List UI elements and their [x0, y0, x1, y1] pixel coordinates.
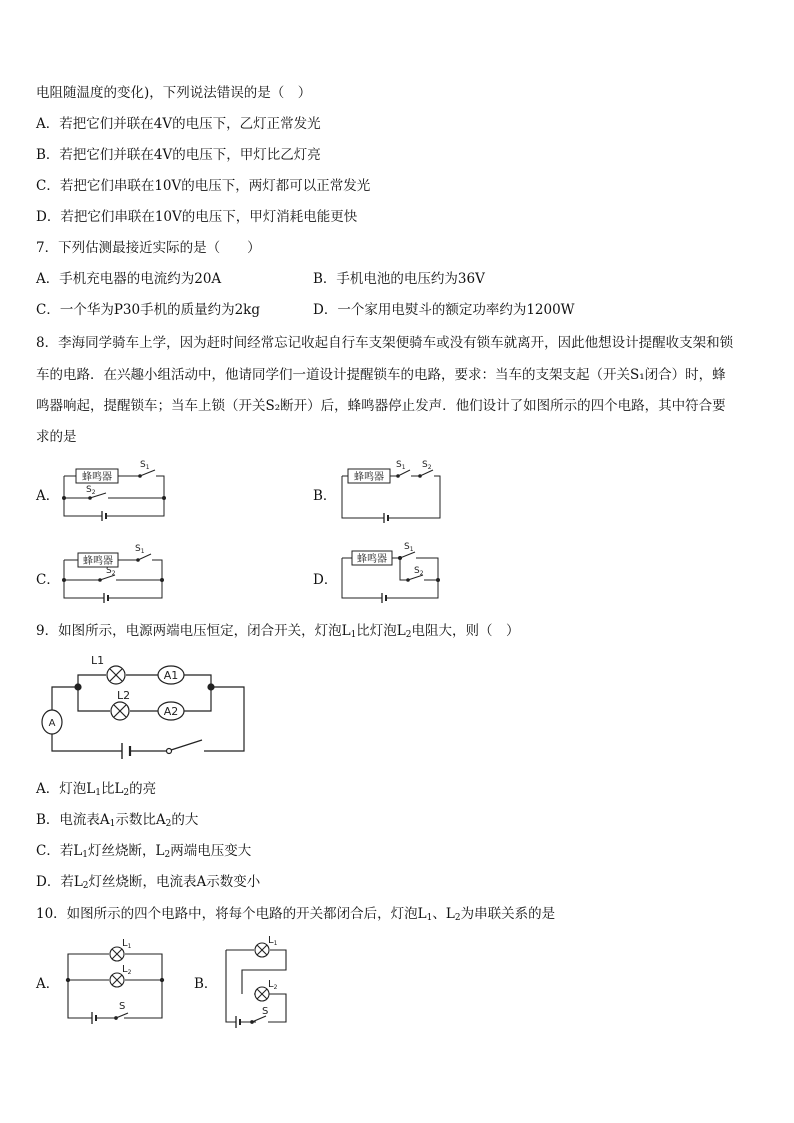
q10a-l1-label: $L_1$ [122, 938, 132, 950]
q10b-s-label: S [262, 1006, 269, 1017]
q9-a2-label: A2 [163, 705, 179, 718]
q10b-lamp-l2-icon [255, 987, 269, 1001]
q8b-s2-label: $S_2$ [422, 460, 432, 471]
q8c-s1-label: $S_1$ [135, 544, 145, 555]
q6-option-d: D．若把它们串联在10V的电压下，甲灯消耗电能更快 [36, 209, 358, 225]
q6-stem-tail: 电阻随温度的变化)，下列说法错误的是（ ） [36, 85, 312, 101]
q10-circuit-b [222, 934, 294, 1028]
q10a-lamp-l2-icon [110, 973, 124, 987]
q9-option-a: A．灯泡$L_1$比$L_2$的亮 [36, 781, 157, 798]
q8-circuit-b [338, 458, 448, 524]
q9-l2-label: L2 [117, 689, 131, 702]
q10-stem: 10．如图所示的四个电路中，将每个电路的开关都闭合后，灯泡$L_1$、$L_2$为串联关系的是 [36, 906, 556, 923]
q10-circuit-a [64, 938, 166, 1024]
q8d-s1-label: $S_1$ [404, 542, 414, 553]
q6-option-b: B．若把它们并联在4V的电压下，甲灯比乙灯亮 [36, 147, 321, 163]
q8d-buzzer-label: 蜂鸣器 [357, 554, 387, 565]
q8d-s2-label: $S_2$ [414, 566, 424, 577]
q8-circuit-d [338, 540, 448, 606]
q7-option-c: C．一个华为P30手机的质量约为2kg [36, 302, 261, 318]
q9-lamp-l2-icon [111, 702, 129, 720]
q9-lamp-l1-icon [107, 666, 125, 684]
q7-stem: 7．下列估测最接近实际的是（ ） [36, 240, 261, 256]
q7-option-b: B．手机电池的电压约为36V [313, 271, 485, 287]
q10a-lamp-l1-icon [110, 947, 124, 961]
q7-option-d: D．一个家用电熨斗的额定功率约为1200W [313, 302, 575, 318]
q10-label-b: B． [194, 976, 218, 992]
q9-l1-label: L1 [91, 654, 105, 667]
q8c-s2-label: $S_2$ [106, 566, 116, 577]
q10-label-a: A． [36, 976, 60, 992]
q10b-l1-label: $L_1$ [268, 935, 278, 947]
q8-stem-line-1: 8．李海同学骑车上学，因为赶时间经常忘记收起自行车支架便骑车或没有锁车就离开，因此他想设计提醒收支架和锁 [36, 335, 734, 351]
q8-label-a: A． [36, 488, 60, 504]
q6-option-a: A．若把它们并联在4V的电压下，乙灯正常发光 [36, 116, 321, 132]
q8a-s2-label: $S_2$ [86, 485, 96, 496]
q10a-l2-label: $L_2$ [122, 964, 132, 976]
q7-option-a: A．手机充电器的电流约为20A [36, 271, 222, 287]
q6-option-c: C．若把它们串联在10V的电压下，两灯都可以正常发光 [36, 178, 371, 194]
q8-stem-line-4: 求的是 [36, 429, 77, 445]
q8-stem-line-2: 车的电路．在兴趣小组活动中，他请同学们一道设计提醒锁车的电路，要求：当车的支架支起（开关S₁闭合）时，蜂 [36, 367, 726, 383]
q8-label-b: B． [313, 488, 337, 504]
q10b-lamp-l1-icon [255, 943, 269, 957]
q10a-s-label: S [119, 1001, 126, 1012]
q8a-buzzer-label: 蜂鸣器 [82, 472, 112, 483]
q9-stem: 9．如图所示，电源两端电压恒定，闭合开关，灯泡$L_1$比灯泡$L_2$电阻大，则（ ） [36, 623, 520, 640]
q8b-buzzer-label: 蜂鸣器 [354, 472, 384, 483]
q9-option-b: B．电流表$A_1$示数比$A_2$的大 [36, 812, 199, 829]
q8a-s1-label: $S_1$ [140, 460, 150, 471]
q9-a1-label: A1 [163, 669, 179, 682]
q8b-s1-label: $S_1$ [396, 460, 406, 471]
q9-circuit [36, 650, 250, 762]
q8-label-c: C． [36, 572, 60, 588]
q8c-buzzer-label: 蜂鸣器 [83, 556, 113, 567]
q9-a-label: A [48, 718, 56, 729]
q8-stem-line-3: 鸣器响起，提醒锁车；当车上锁（开关S₂断开）后，蜂鸣器停止发声．他们设计了如图所示的四个电路，其中符合要 [36, 398, 726, 414]
q9-option-d: D．若$L_2$灯丝烧断，电流表A示数变小 [36, 874, 261, 891]
q8-circuit-a [60, 458, 170, 524]
q8-circuit-c [60, 540, 170, 606]
q10b-l2-label: $L_2$ [268, 979, 278, 991]
q9-option-c: C．若$L_1$灯丝烧断，$L_2$两端电压变大 [36, 843, 252, 860]
q8-label-d: D． [313, 572, 338, 588]
